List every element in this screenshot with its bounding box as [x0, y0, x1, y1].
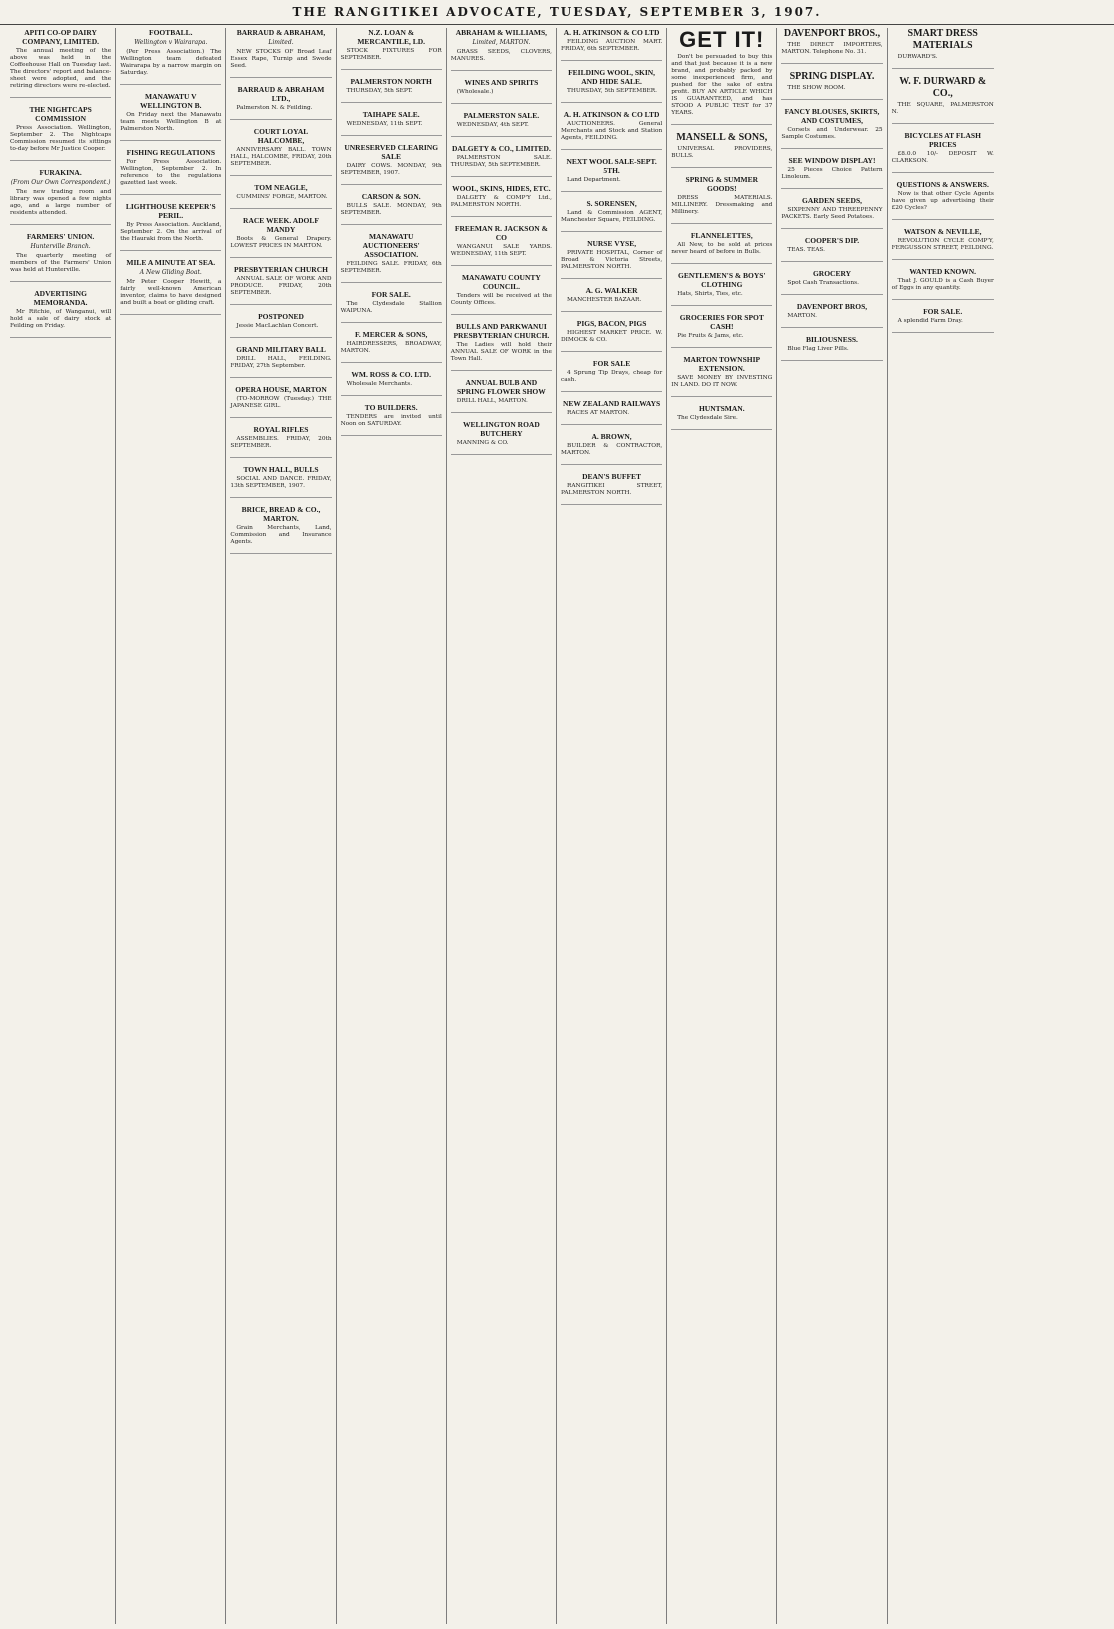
- article-heading: A. G. WALKER: [585, 286, 638, 295]
- article-body: (Wholesale.): [456, 89, 494, 95]
- article: [230, 127, 331, 176]
- article: [892, 267, 994, 300]
- column-2: [116, 28, 226, 1624]
- article-heading: MANAWATU COUNTY COUNCIL.: [461, 273, 541, 291]
- article-heading: RACE WEEK. ADOLF MANDY: [243, 216, 319, 234]
- article-body: STOCK FIXTURES FOR SEPTEMBER.: [340, 48, 442, 61]
- article-subheading: Wellington v Wairarapa.: [134, 39, 208, 46]
- article-body: AUCTIONEERS. General Merchants and Stock and Station Agents, FEILDING.: [560, 121, 663, 141]
- article-heading: PALMERSTON NORTH: [350, 77, 432, 86]
- article-body: THURSDAY, 5th SEPTEMBER.: [566, 88, 657, 94]
- article-heading: A. BROWN,: [591, 432, 632, 441]
- article-heading: FISHING REGULATIONS: [126, 148, 215, 157]
- article-body: HIGHEST MARKET PRICE. W. DIMOCK & CO.: [560, 330, 663, 343]
- article: [451, 322, 552, 371]
- article-heading: WOOL, SKINS, HIDES, ETC.: [452, 184, 551, 193]
- article-body: DRESS MATERIALS. MILLINERY. Dressmaking and Millinery.: [671, 195, 773, 215]
- article-heading: MARTON TOWNSHIP EXTENSION.: [683, 355, 761, 373]
- article-body: CUMMINS' FORGE, MARTON.: [236, 194, 328, 200]
- article-subheading: Limited, MARTON.: [472, 39, 531, 46]
- article-heading: GRAND MILITARY BALL: [236, 345, 326, 354]
- article: [671, 271, 772, 306]
- article-body: BULLS SALE. MONDAY, 9th SEPTEMBER.: [340, 203, 442, 216]
- article: [451, 420, 552, 455]
- masthead: THE RANGITIKEI ADVOCATE, TUESDAY, SEPTEMBER 3, 1907.: [0, 0, 1114, 25]
- article-heading: GET IT!: [679, 28, 765, 52]
- article-heading: QUESTIONS & ANSWERS.: [896, 180, 989, 189]
- article-body: Blue Flag Liver Pills.: [787, 346, 849, 352]
- article-body: FEILDING SALE. FRIDAY, 6th SEPTEMBER.: [340, 261, 442, 274]
- article: [341, 28, 442, 70]
- article-body: FEILDING AUCTION MART. FRIDAY, 6th SEPTEMBER.: [560, 39, 663, 52]
- article-subheading: Hunterville Branch.: [30, 243, 91, 250]
- article-heading: UNRESERVED CLEARING SALE: [344, 143, 439, 161]
- article-body: (Per Press Association.) The Wellington team defeated Wairarapa by a narrow margin on Saturday.: [120, 49, 222, 76]
- article: [561, 319, 662, 352]
- article: [120, 28, 221, 85]
- column-1: [6, 28, 116, 1624]
- article-body: PRIVATE HOSPITAL, Corner of Broad & Victoria Streets, PALMERSTON NORTH.: [560, 250, 663, 270]
- article: [341, 330, 442, 363]
- article: [781, 107, 882, 149]
- article-heading: MANAWATU AUCTIONEERS' ASSOCIATION.: [362, 232, 420, 259]
- article-heading: A. H. ATKINSON & CO LTD: [563, 28, 660, 37]
- column-5: [447, 28, 557, 1624]
- article: [10, 289, 111, 338]
- article: [341, 232, 442, 283]
- article-body: Land & Commission AGENT, Manchester Square, FEILDING.: [560, 210, 663, 223]
- article-body: Jessie MacLachlan Concert.: [236, 323, 319, 329]
- article-heading: APITI CO-OP DAIRY COMPANY, LIMITED.: [22, 28, 100, 46]
- article-body: DRILL HALL, MARTON.: [456, 398, 528, 404]
- article-body: ANNUAL SALE OF WORK AND PRODUCE. FRIDAY, 20th SEPTEMBER.: [230, 276, 332, 296]
- article-heading: F. MERCER & SONS,: [354, 330, 428, 339]
- article: [230, 265, 331, 305]
- article-body: Hats, Shirts, Ties, etc.: [677, 291, 743, 297]
- article-heading: SEE WINDOW DISPLAY!: [788, 156, 876, 165]
- article-body: RANGITIKEI STREET, PALMERSTON NORTH.: [560, 483, 663, 496]
- article: [781, 156, 882, 189]
- article: [230, 385, 331, 418]
- article: [671, 132, 772, 168]
- article-body: UNIVERSAL PROVIDERS, BULLS.: [671, 146, 773, 159]
- newspaper-columns: [6, 28, 1108, 1624]
- article-body: £8.0.0 10/- DEPOSIT W. CLARKSON.: [891, 151, 994, 164]
- article-subheading: A New Gliding Boat.: [139, 269, 202, 276]
- article: [671, 404, 772, 430]
- article-body: MANNING & CO.: [456, 440, 509, 446]
- article-body: NEW STOCKS OF Broad Leaf Essex Rape, Turnip and Swede Seed.: [230, 49, 332, 69]
- article-body: DRILL HALL, FEILDING. FRIDAY, 27th September.: [230, 356, 332, 369]
- article-heading: FOR SALE.: [923, 307, 963, 316]
- article-heading: GENTLEMEN'S & BOYS' CLOTHING: [678, 271, 766, 289]
- article-heading: BARRAUD & ABRAHAM,: [236, 28, 326, 37]
- article: [561, 359, 662, 392]
- article-body: MANCHESTER BAZAAR.: [566, 297, 642, 303]
- article-body: Corsets and Underwear. 25 Sample Costumes.: [781, 127, 883, 140]
- article-heading: FOR SALE: [592, 359, 631, 368]
- article: [230, 345, 331, 378]
- article: [230, 28, 331, 78]
- article-body: On Friday next the Manawatu team meets Wellington B at Palmerston North.: [120, 112, 222, 132]
- article-heading: ANNUAL BULB AND SPRING FLOWER SHOW: [457, 378, 546, 396]
- article-body: THE SQUARE, PALMERSTON N.: [891, 102, 994, 115]
- article: [451, 224, 552, 266]
- article-body: The Clydesdale Stallion WAIPUNA.: [340, 301, 442, 314]
- article: [561, 286, 662, 312]
- article-body: Press Association. Wellington, September 2. The Nightcaps Commission resumed its sittings to-day before Mr Justice Cooper.: [10, 125, 112, 152]
- article-heading: GROCERIES FOR SPOT CASH!: [679, 313, 764, 331]
- article: [10, 232, 111, 282]
- article-body: 25 Pieces Choice Pattern Linoleum.: [781, 167, 883, 180]
- article: [781, 302, 882, 328]
- article: [671, 313, 772, 348]
- article: [451, 111, 552, 137]
- article: [451, 273, 552, 315]
- article-heading: BRICE, BREAD & CO., MARTON.: [241, 505, 321, 523]
- article-body: Tenders will be received at the County Offices.: [450, 293, 552, 306]
- article: [781, 196, 882, 229]
- article: [230, 216, 331, 258]
- article-subheading: Limited.: [268, 39, 294, 46]
- article: [892, 76, 994, 124]
- article-heading: S. SORENSEN,: [586, 199, 637, 208]
- article-body: Palmerston N. & Feilding.: [236, 105, 313, 111]
- article-body: By Press Association. Auckland, September 2. On the arrival of the Hauraki from the North.: [120, 222, 222, 242]
- article-body: REVOLUTION CYCLE COMP'Y, FERGUSSON STREET, FEILDING.: [891, 238, 994, 251]
- article: [341, 77, 442, 103]
- article: [561, 157, 662, 192]
- article-heading: PIGS, BACON, PIGS: [576, 319, 647, 328]
- article: [671, 28, 772, 125]
- article-heading: MILE A MINUTE AT SEA.: [126, 258, 216, 267]
- article: [892, 28, 994, 69]
- article: [341, 143, 442, 185]
- article-body: The Clydesdale Sire.: [677, 415, 738, 421]
- article: [561, 399, 662, 425]
- article: [671, 231, 772, 264]
- article-body: WEDNESDAY, 4th SEPT.: [456, 122, 529, 128]
- article: [561, 68, 662, 103]
- article: [781, 269, 882, 295]
- article-body: DAIRY COWS. MONDAY, 9th SEPTEMBER, 1907.: [340, 163, 442, 176]
- article-subheading: (From Our Own Correspondent.): [10, 179, 111, 186]
- column-7: [667, 28, 777, 1624]
- article-body: Now is that other Cycle Agents have given up advertising their £20 Cycles?: [891, 191, 994, 211]
- article-body: The annual meeting of the above was held in the Coffeehouse Hall on Tuesday last. The directors' report and balance-sheet were adopted, and the retiring directors were re-elected.: [10, 48, 112, 89]
- article-heading: FANCY BLOUSES, SKIRTS, AND COSTUMES,: [784, 107, 880, 125]
- article: [561, 432, 662, 465]
- article: [10, 168, 111, 225]
- article-body: BUILDER & CONTRACTOR, MARTON.: [560, 443, 663, 456]
- article: [781, 28, 882, 64]
- article-heading: MANSELL & SONS,: [676, 132, 768, 143]
- article-heading: OPERA HOUSE, MARTON: [235, 385, 327, 394]
- article-body: WEDNESDAY, 11th SEPT.: [346, 121, 423, 127]
- article-heading: SPRING & SUMMER GOODS!: [685, 175, 759, 193]
- article-body: ASSEMBLIES. FRIDAY, 20th SEPTEMBER.: [230, 436, 332, 449]
- article-heading: FREEMAN R. JACKSON & CO: [454, 224, 548, 242]
- article-body: Don't be persuaded to buy this and that just because it is a new brand, and probably packed by some inexperienced firm, and pushed for the sake of extra profit. BUY AN ARTICLE WHICH IS GUARANTEED, and has STOOD A PUBLIC TEST for 37 YEARS.: [671, 54, 773, 116]
- article-heading: WANTED KNOWN.: [909, 267, 977, 276]
- article-heading: PALMERSTON SALE.: [463, 111, 540, 120]
- article-heading: ADVERTISING MEMORANDA.: [33, 289, 88, 307]
- article-body: A splendid Farm Dray.: [897, 318, 963, 324]
- article-body: 4 Sprung Tip Drays, cheap for cash.: [560, 370, 663, 383]
- column-4: [337, 28, 447, 1624]
- article: [561, 28, 662, 61]
- article-body: HAIRDRESSERS, BROADWAY, MARTON.: [340, 341, 442, 354]
- article-heading: WINES AND SPIRITS: [464, 78, 539, 87]
- column-9: [888, 28, 998, 1624]
- article: [781, 71, 882, 100]
- article-body: TENDERS are invited until Noon on SATURDAY.: [340, 414, 442, 427]
- article: [781, 335, 882, 361]
- article-heading: ABRAHAM & WILLIAMS,: [455, 28, 548, 37]
- article: [230, 183, 331, 209]
- column-6: [557, 28, 667, 1624]
- article-heading: WELLINGTON ROAD BUTCHERY: [463, 420, 540, 438]
- article-body: Land Department.: [566, 177, 621, 183]
- article-body: Spot Cash Transactions.: [787, 280, 859, 286]
- article-heading: NEW ZEALAND RAILWAYS: [562, 399, 661, 408]
- article: [341, 403, 442, 436]
- article-heading: W. F. DURWARD & CO.,: [899, 76, 987, 99]
- article-body: SOCIAL AND DANCE. FRIDAY, 13th SEPTEMBER, 1907.: [230, 476, 332, 489]
- article: [230, 425, 331, 458]
- article-heading: BULLS AND PARKWANUI PRESBYTERIAN CHURCH.: [453, 322, 550, 340]
- article-heading: NURSE VYSE,: [587, 239, 637, 248]
- article-heading: DEAN'S BUFFET: [582, 472, 642, 481]
- article: [451, 184, 552, 217]
- article: [10, 105, 111, 161]
- article-heading: TO BUILDERS.: [364, 403, 418, 412]
- article-heading: FOR SALE.: [371, 290, 411, 299]
- article: [892, 131, 994, 173]
- article: [892, 180, 994, 220]
- article-heading: TAIHAPE SALE.: [362, 110, 420, 119]
- article: [451, 78, 552, 104]
- article: [120, 258, 221, 315]
- article: [120, 92, 221, 141]
- article-heading: PRESBYTERIAN CHURCH: [234, 265, 328, 274]
- article-heading: FARMERS' UNION.: [26, 232, 95, 241]
- article-body: Boots & General Drapery. LOWEST PRICES IN MARTON.: [230, 236, 332, 249]
- article-heading: COOPER'S DIP.: [804, 236, 860, 245]
- article-heading: N.Z. LOAN & MERCANTILE, LD.: [357, 28, 426, 46]
- article: [671, 355, 772, 397]
- article-body: For Press Association. Wellington, September 2. In reference to the regulations gazetted last week.: [120, 159, 222, 186]
- article: [230, 505, 331, 554]
- article-heading: FEILDING WOOL, SKIN, AND HIDE SALE.: [568, 68, 656, 86]
- article-heading: A. H. ATKINSON & CO LTD: [563, 110, 660, 119]
- article: [230, 85, 331, 120]
- column-8: [777, 28, 887, 1624]
- article: [341, 370, 442, 396]
- article-body: THE SHOW ROOM.: [787, 85, 846, 91]
- article-body: SIXPENNY AND THREEPENNY PACKETS. Early Seed Potatoes.: [781, 207, 883, 220]
- article-heading: WM. ROSS & CO. LTD.: [351, 370, 431, 379]
- article-body: THURSDAY, 5th SEPT.: [346, 88, 413, 94]
- article-heading: TOWN HALL, BULLS: [243, 465, 319, 474]
- article-body: ANNIVERSARY BALL. TOWN HALL, HALCOMBE, FRIDAY, 20th SEPTEMBER.: [230, 147, 332, 167]
- article-heading: MANAWATU V WELLINGTON B.: [140, 92, 202, 110]
- article-heading: ROYAL RIFLES: [253, 425, 309, 434]
- article-heading: NEXT WOOL SALE-SEPT. 5TH.: [566, 157, 657, 175]
- article-body: Grain Merchants, Land, Commission and Insurance Agents.: [230, 525, 332, 545]
- article-heading: GROCERY: [812, 269, 852, 278]
- article-heading: FLANNELETTES,: [690, 231, 753, 240]
- article-body: RACES AT MARTON.: [566, 410, 630, 416]
- article-heading: SMART DRESS MATERIALS: [907, 28, 978, 51]
- article-heading: DAVENPORT BROS.,: [783, 28, 881, 39]
- article: [451, 28, 552, 71]
- article: [561, 239, 662, 279]
- article: [230, 465, 331, 498]
- article-body: TEAS. TEAS.: [787, 247, 826, 253]
- article-body: PALMERSTON SALE. THURSDAY, 5th SEPTEMBER.: [450, 155, 552, 168]
- article-body: Wholesale Merchants.: [346, 381, 413, 387]
- article-heading: LIGHTHOUSE KEEPER'S PERIL.: [125, 202, 216, 220]
- article-heading: DALGETY & CO., LIMITED.: [451, 144, 551, 153]
- article-heading: POSTPONED: [258, 312, 304, 321]
- article-heading: TOM NEAGLE,: [254, 183, 308, 192]
- article-body: Pie Fruits & Jams, etc.: [677, 333, 744, 339]
- article-heading: BARRAUD & ABRAHAM LTD.,: [237, 85, 325, 103]
- article-body: SAVE MONEY BY INVESTING IN LAND. DO IT NOW.: [671, 375, 773, 388]
- article: [561, 110, 662, 150]
- article: [341, 290, 442, 323]
- article: [561, 472, 662, 505]
- article-body: DURWARD'S.: [897, 54, 938, 60]
- article-heading: FURAKINA.: [39, 168, 82, 177]
- article-heading: THE NIGHTCAPS COMMISSION: [29, 105, 92, 123]
- article: [671, 175, 772, 224]
- article: [892, 307, 994, 333]
- article-body: THE DIRECT IMPORTERS, MARTON. Telephone No. 31.: [781, 42, 883, 55]
- article: [561, 199, 662, 232]
- article-heading: HUNTSMAN.: [698, 404, 745, 413]
- article: [892, 227, 994, 260]
- article-heading: GARDEN SEEDS,: [801, 196, 862, 205]
- article-body: WANGANUI SALE YARDS. WEDNESDAY, 11th SEPT.: [450, 244, 552, 257]
- article-body: MARTON.: [787, 313, 817, 319]
- article-body: That J. GOULD is a Cash Buyer of Eggs in any quantity.: [891, 278, 994, 291]
- article-body: All New, to be sold at prices never heard of before in Bulls.: [671, 242, 773, 255]
- article: [781, 236, 882, 262]
- article: [120, 148, 221, 195]
- article-heading: BILIOUSNESS.: [806, 335, 858, 344]
- article: [341, 192, 442, 225]
- article-body: The Ladies will hold their ANNUAL SALE OF WORK in the Town Hall.: [450, 342, 552, 362]
- article-heading: CARSON & SON.: [361, 192, 421, 201]
- article: [451, 144, 552, 177]
- article-body: Mr Ritchie, of Wanganui, will hold a sale of dairy stock at Feilding on Friday.: [10, 309, 112, 329]
- article-body: Mr Peter Cooper Hewitt, a fairly well-known American inventor, claims to have designed and built a boat or gliding craft.: [120, 279, 222, 306]
- article: [10, 28, 111, 98]
- article-body: GRASS SEEDS, CLOVERS, MANURES.: [450, 49, 552, 62]
- article-heading: BICYCLES AT FLASH PRICES: [904, 131, 981, 149]
- article-body: The new trading room and library was opened a few nights ago, and a large number of residents attended.: [10, 189, 112, 216]
- article-heading: DAVENPORT BROS,: [796, 302, 868, 311]
- article: [451, 378, 552, 413]
- article-body: The quarterly meeting of members of the Farmers' Union was held at Hunterville.: [10, 253, 112, 273]
- column-3: [226, 28, 336, 1624]
- article: [341, 110, 442, 136]
- article-heading: SPRING DISPLAY.: [789, 71, 875, 82]
- article-heading: COURT LOYAL HALCOMBE,: [253, 127, 309, 145]
- article: [120, 202, 221, 251]
- article-heading: FOOTBALL.: [149, 28, 193, 37]
- article: [230, 312, 331, 338]
- article-heading: WATSON & NEVILLE,: [903, 227, 982, 236]
- article-body: (TO-MORROW (Tuesday.) THE JAPANESE GIRL.: [230, 396, 332, 409]
- article-body: DALGETY & COMP'Y Ltd., PALMERSTON NORTH.: [450, 195, 552, 208]
